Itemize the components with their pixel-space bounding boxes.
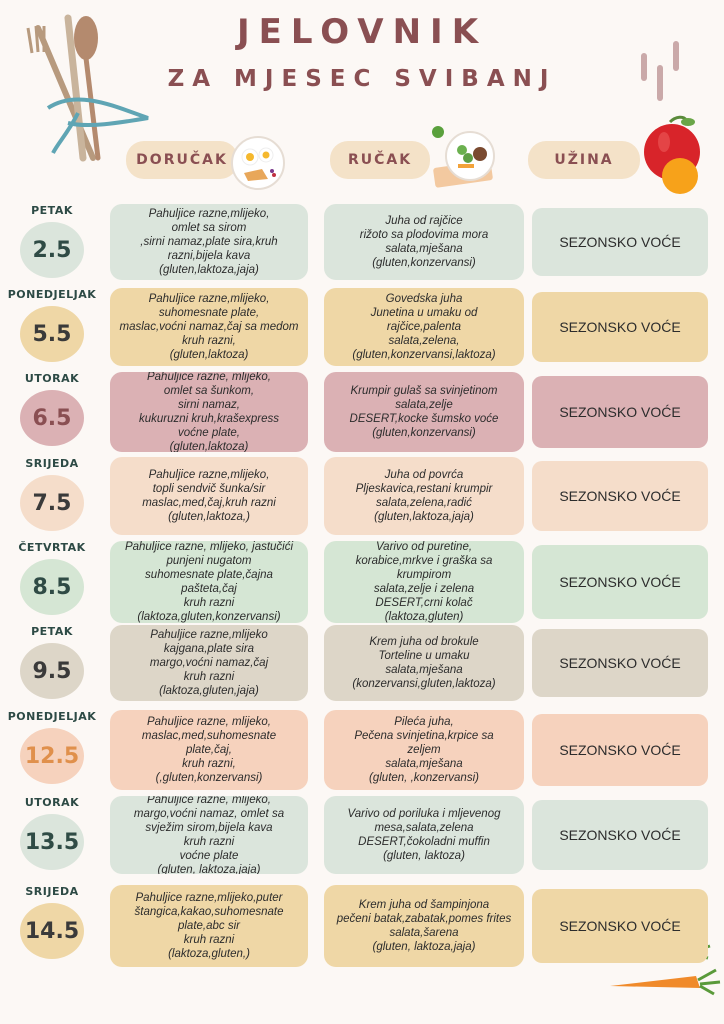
breakfast-cell: Pahuljice razne,mlijeko, omlet sa sirom ,sirni namaz,plate sira,kruh razni,bijela kava (gluten,laktoza,jaja)	[110, 204, 308, 280]
day-label	[6, 204, 98, 278]
date-badge: 5.5	[20, 306, 84, 362]
day-label	[6, 288, 98, 362]
date-badge: 12.5	[20, 728, 84, 784]
lunch-cell: Krem juha od brokule Torteline u umaku salata,mješana (konzervansi,gluten,laktoza)	[324, 625, 524, 701]
snack-cell: SEZONSKO VOĆE	[532, 461, 708, 531]
date-badge: 7.5	[20, 475, 84, 531]
lunch-cell: Juha od povrća Pljeskavica,restani krumpir salata,zelena,radić (gluten,laktoza,jaja)	[324, 457, 524, 535]
snack-cell: SEZONSKO VOĆE	[532, 629, 708, 697]
day-label	[6, 796, 98, 870]
lunch-plate-icon	[428, 124, 500, 192]
day-name: PETAK	[31, 204, 73, 217]
snack-cell: SEZONSKO VOĆE	[532, 714, 708, 786]
day-name: UTORAK	[24, 796, 80, 809]
date-badge: 13.5	[20, 814, 84, 870]
snack-cell: SEZONSKO VOĆE	[532, 800, 708, 870]
lunch-cell: Krumpir gulaš sa svinjetinom salata,zelje DESERT,kocke šumsko voće (gluten,konzervansi)	[324, 372, 524, 452]
breakfast-cell: Pahuljice razne, mlijeko, margo,voćni namaz, omlet sa svježim sirom,bijela kava kruh razni voćne plate (gluten, laktoza,jaja)	[110, 796, 308, 874]
day-label	[6, 457, 98, 531]
breakfast-cell: Pahuljice razne,mlijeko,puter štangica,kakao,suhomesnate plate,abc sir kruh razni (laktoza,gluten,)	[110, 885, 308, 967]
day-name: SRIJEDA	[25, 457, 79, 470]
breakfast-cell: Pahuljice razne, mlijeko, jastučići punjeni nugatom suhomesnate plate,čajna pašteta,čaj kruh razni (laktoza,gluten,konzervansi)	[110, 541, 308, 623]
lunch-cell: Varivo od poriluka i mljevenog mesa,salata,zelena DESERT,čokoladni muffin (gluten, laktoza)	[324, 796, 524, 874]
header-snack: UŽINA	[528, 141, 640, 179]
date-badge: 8.5	[20, 559, 84, 615]
snack-cell: SEZONSKO VOĆE	[532, 292, 708, 362]
page-subtitle: ZA MJESEC SVIBANJ	[167, 66, 557, 92]
breakfast-cell: Pahuljice razne, mlijeko, maslac,med,suhomesnate plate,čaj, kruh razni, (,gluten,konzervansi)	[110, 710, 308, 790]
day-name: PONEDJELJAK	[7, 288, 97, 301]
day-name: SRIJEDA	[25, 885, 79, 898]
day-label	[6, 710, 98, 784]
header-breakfast: DORUČAK	[126, 141, 238, 179]
breakfast-plate-icon	[230, 135, 286, 191]
breakfast-cell: Pahuljice razne, mlijeko, omlet sa šunkom, sirni namaz, kukuruzni kruh,krašexpress voćne plate, (gluten,laktoza)	[110, 372, 308, 452]
day-label	[6, 625, 98, 699]
breakfast-cell: Pahuljice razne,mlijeko, suhomesnate plate, maslac,voćni namaz,čaj sa medom kruh razni, (gluten,laktoza)	[110, 288, 308, 366]
day-name: UTORAK	[24, 372, 80, 385]
day-label	[6, 885, 98, 959]
header-lunch: RUČAK	[330, 141, 430, 179]
day-name: PETAK	[31, 625, 73, 638]
lunch-cell: Juha od rajčice rižoto sa plodovima mora salata,mješana (gluten,konzervansi)	[324, 204, 524, 280]
apple-orange-icon	[640, 112, 710, 198]
date-badge: 14.5	[20, 903, 84, 959]
page-title: JELOVNIK	[236, 12, 488, 52]
snack-cell: SEZONSKO VOĆE	[532, 889, 708, 963]
lunch-cell: Varivo od puretine, korabice,mrkve i graška sa krumpirom salata,zelje i zelena DESERT,crni kolač (laktoza,gluten)	[324, 541, 524, 623]
breakfast-cell: Pahuljice razne,mlijeko, topli sendvič šunka/sir maslac,med,čaj,kruh razni (gluten,laktoza,)	[110, 457, 308, 535]
date-badge: 9.5	[20, 643, 84, 699]
snack-cell: SEZONSKO VOĆE	[532, 208, 708, 276]
day-label	[6, 541, 98, 615]
breakfast-cell: Pahuljice razne,mlijeko kajgana,plate sira margo,voćni namaz,čaj kruh razni (laktoza,gluten,jaja)	[110, 625, 308, 701]
day-label	[6, 372, 98, 446]
day-name: ČETVRTAK	[18, 541, 86, 554]
snack-cell: SEZONSKO VOĆE	[532, 545, 708, 619]
date-badge: 6.5	[20, 390, 84, 446]
day-name: PONEDJELJAK	[7, 710, 97, 723]
snack-cell: SEZONSKO VOĆE	[532, 376, 708, 448]
date-badge: 2.5	[20, 222, 84, 278]
lunch-cell: Krem juha od šampinjona pečeni batak,zabatak,pomes frites salata,šarena (gluten, laktoza,jaja)	[324, 885, 524, 967]
lunch-cell: Govedska juha Junetina u umaku od rajčice,palenta salata,zelena, (gluten,konzervansi,laktoza)	[324, 288, 524, 366]
lunch-cell: Pileća juha, Pečena svinjetina,krpice sa zeljem salata,mješana (gluten, ,konzervansi)	[324, 710, 524, 790]
